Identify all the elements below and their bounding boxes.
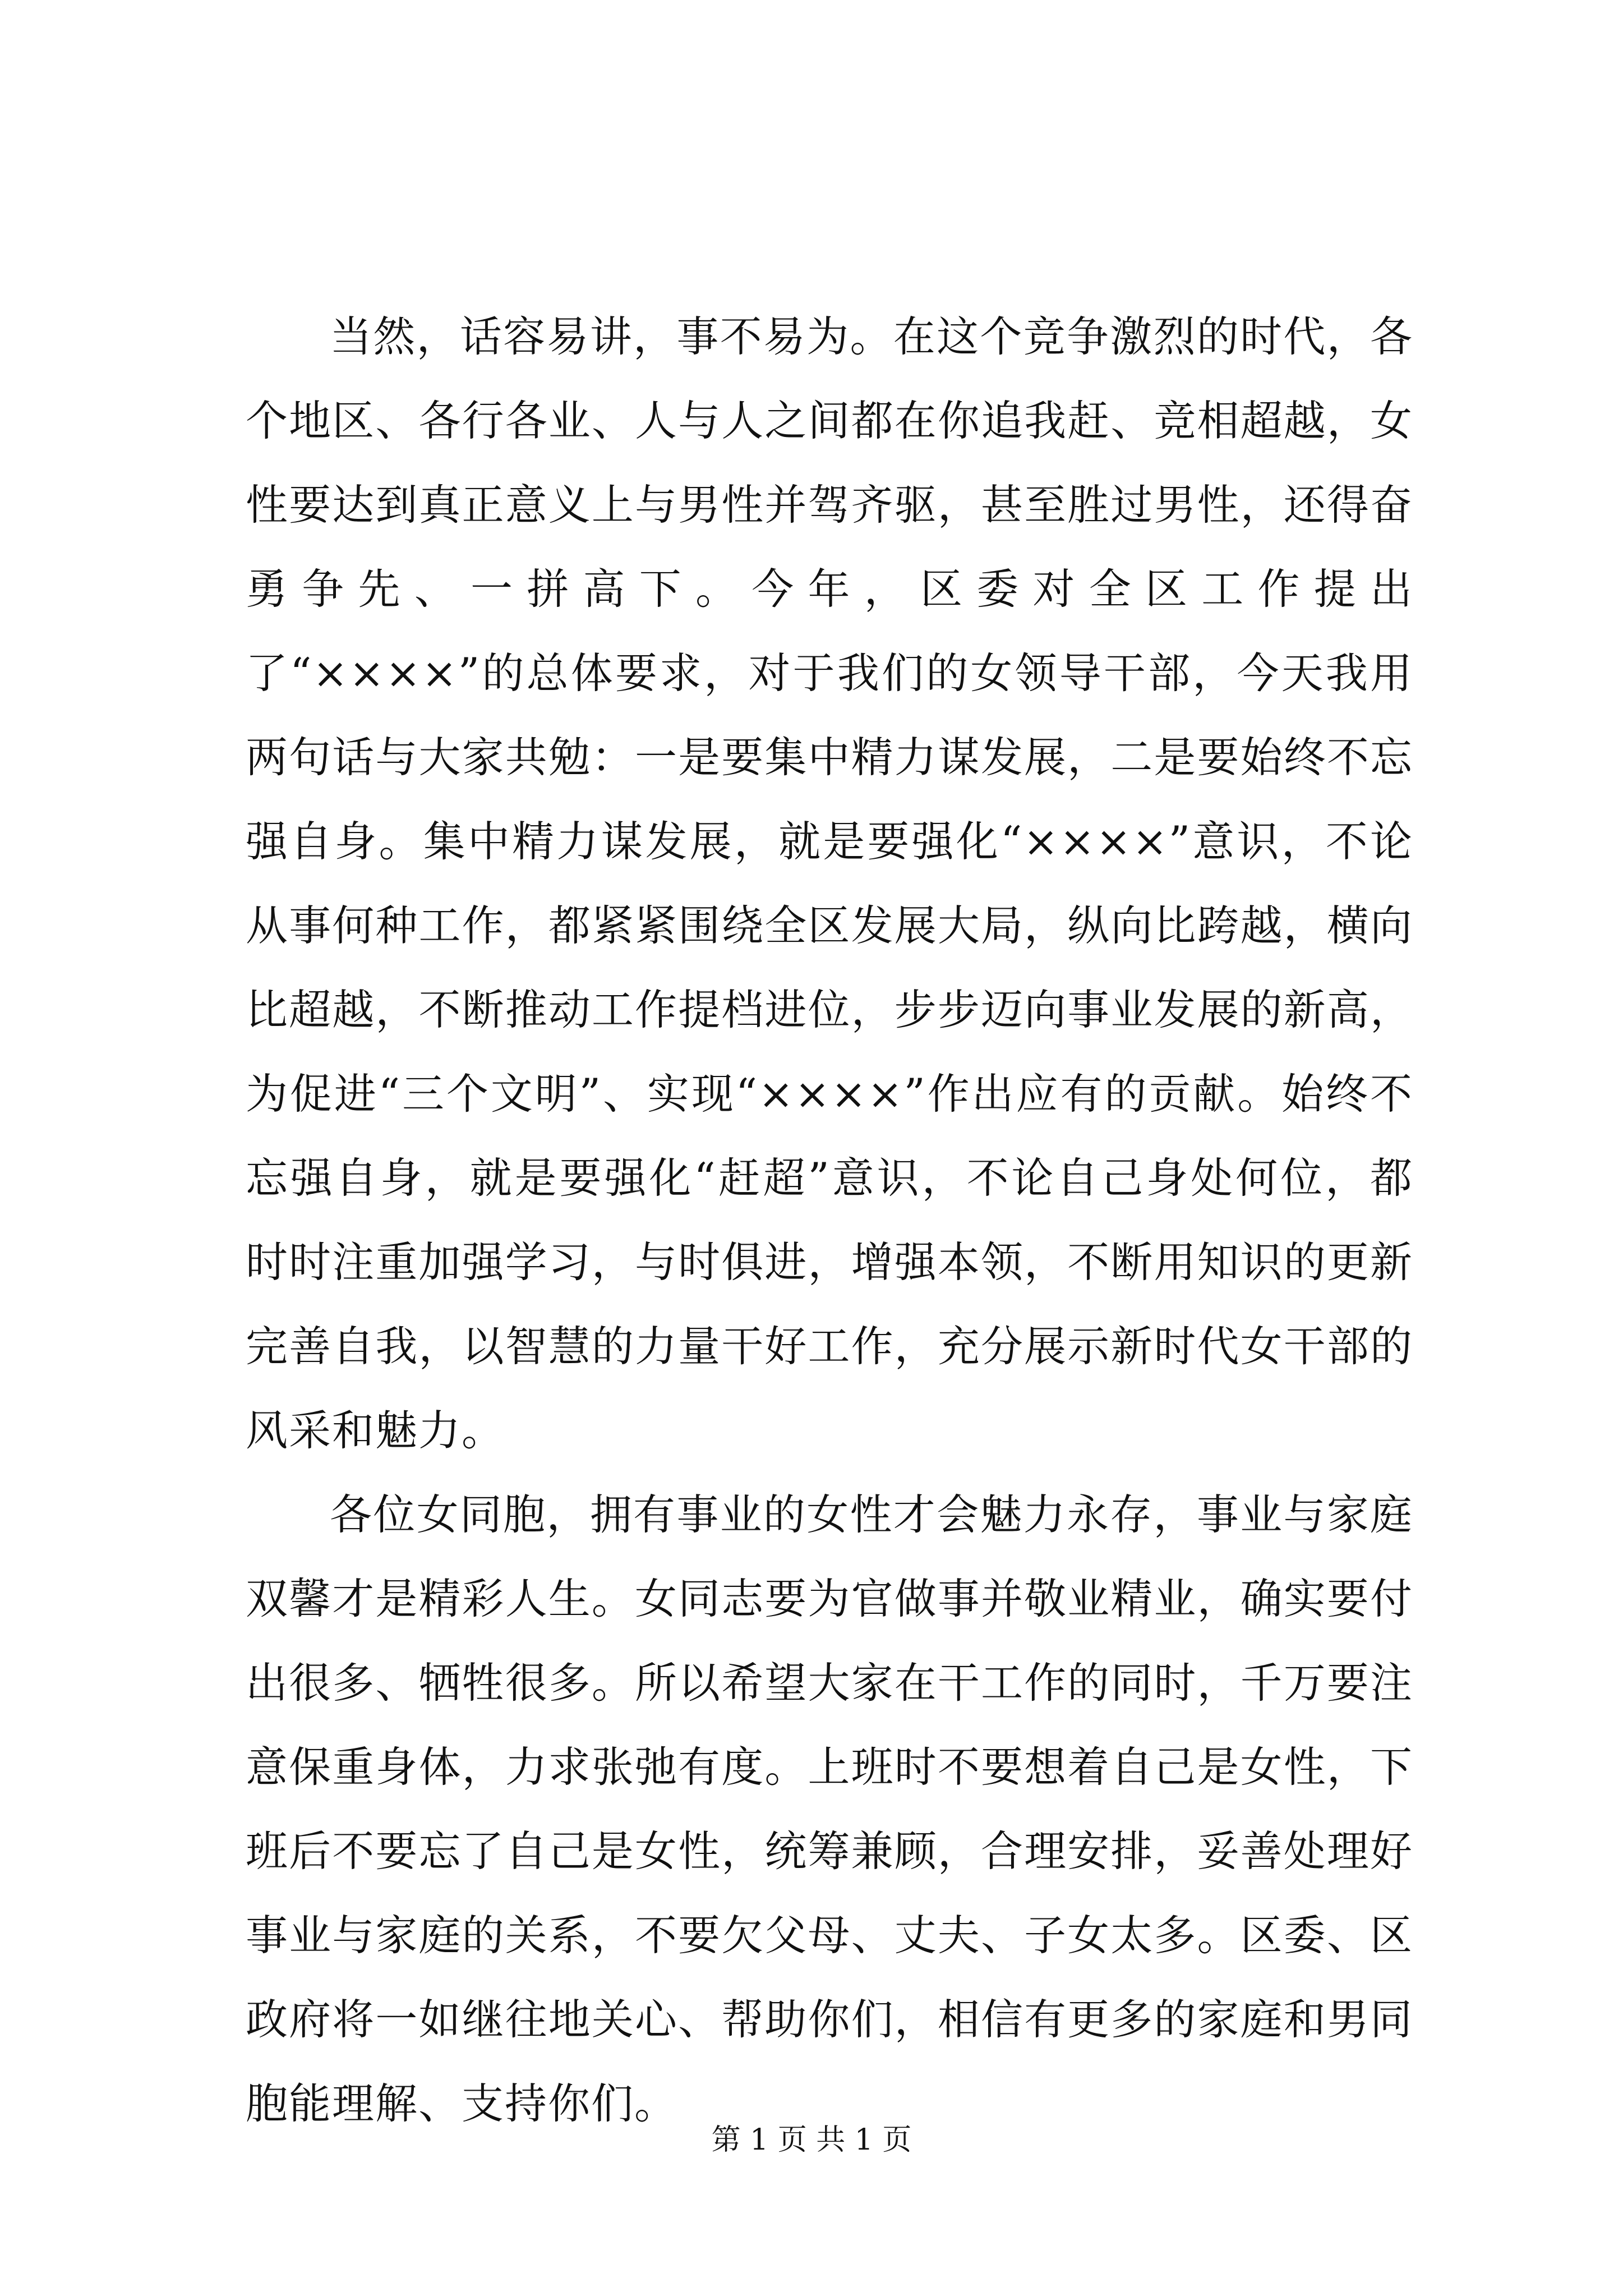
- page-footer: 第 1 页 共 1 页: [711, 2123, 912, 2157]
- paragraph-2: 各位女同胞，拥有事业的女性才会魅力永存，事业与家庭双馨才是精彩人生。女同志要为官做事并敬业精业，确实要付出很多、牺牲很多。所以希望大家在干工作的同时，千万要注意保重身体，力求张弛有度。上班时不要想着自己是女性，下班后不要忘了自己是女性，统筹兼顾，合理安排，妥善处理好事业与家庭的关系，不要欠父母、丈夫、子女太多。区委、区政府将一如继往地关心、帮助你们，相信有更多的家庭和男同胞能理解、支持你们。: [246, 1490, 1413, 2128]
- document-body: [246, 295, 1413, 2146]
- paragraph-1: 当然，话容易讲，事不易为。在这个竞争激烈的时代，各个地区、各行各业、人与人之间都在你追我赶、竞相超越，女性要达到真正意义上与男性并驾齐驱，甚至胜过男性，还得奋勇争先、一拼高下。今年，区委对全区工作提出了“××××”的总体要求，对于我们的女领导干部，今天我用两句话与大家共勉：一是要集中精力谋发展，二是要始终不忘强自身。集中精力谋发展，就是要强化“××××”意识，不论从事何种工作，都紧紧围绕全区发展大局，纵向比跨越，横向比超越，不断推动工作提档进位，步步迈向事业发展的新高，为促进“三个文明”、实现“××××”作出应有的贡献。始终不忘强自身，就是要强化“赶超”意识，不论自己身处何位，都时时注重加强学习，与时俱进，增强本领，不断用知识的更新完善自我，以智慧的力量干好工作，充分展示新时代女干部的风采和魅力。: [246, 312, 1413, 1455]
